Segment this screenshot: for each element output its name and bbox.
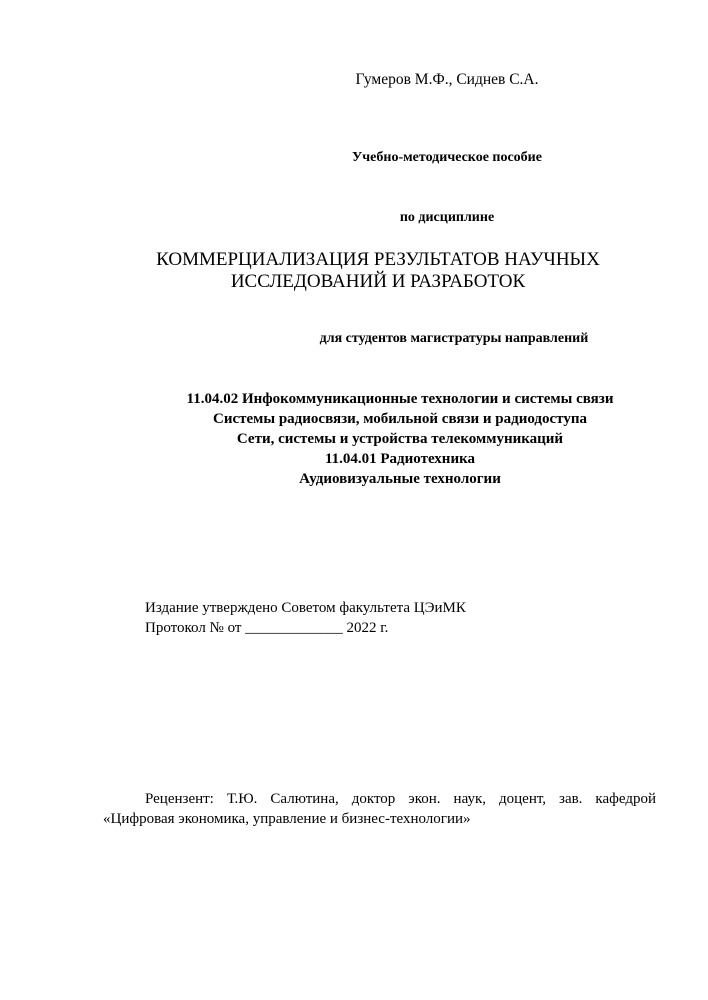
approval-council: Издание утверждено Советом факультета ЦЭиМК [145, 600, 466, 616]
direction-item: 11.04.02 Инфокоммуникационные технологии и системы связи [186, 391, 614, 407]
directions-list [0, 389, 708, 489]
direction-item: Сети, системы и устройства телекоммуникаций [236, 431, 564, 447]
discipline-label: по дисциплине [399, 210, 495, 225]
authors: Гумеров М.Ф., Сиднев С.А. [355, 71, 539, 88]
reviewer-line: Рецензент: Т.Ю. Салютина, доктор экон. наук, доцент, зав. кафедрой [145, 791, 656, 807]
audience-line: для студентов магистратуры направлений [319, 331, 589, 346]
reviewer-note [103, 789, 656, 829]
course-title [0, 249, 708, 293]
course-title-line: ИССЛЕДОВАНИЙ И РАЗРАБОТОК [230, 271, 526, 292]
approval-note [145, 598, 466, 638]
approval-protocol: Протокол № от _____________ 2022 г. [145, 620, 389, 636]
reviewer-department: «Цифровая экономика, управление и бизнес-технологии» [103, 811, 471, 827]
course-title-line: КОММЕРЦИАЛИЗАЦИЯ РЕЗУЛЬТАТОВ НАУЧНЫХ [156, 249, 600, 270]
document-type: Учебно-методическое пособие [352, 150, 542, 165]
direction-item: Аудиовизуальные технологии [299, 471, 501, 487]
direction-item: 11.04.01 Радиотехника [324, 451, 476, 467]
direction-item: Системы радиосвязи, мобильной связи и радиодоступа [213, 411, 587, 427]
